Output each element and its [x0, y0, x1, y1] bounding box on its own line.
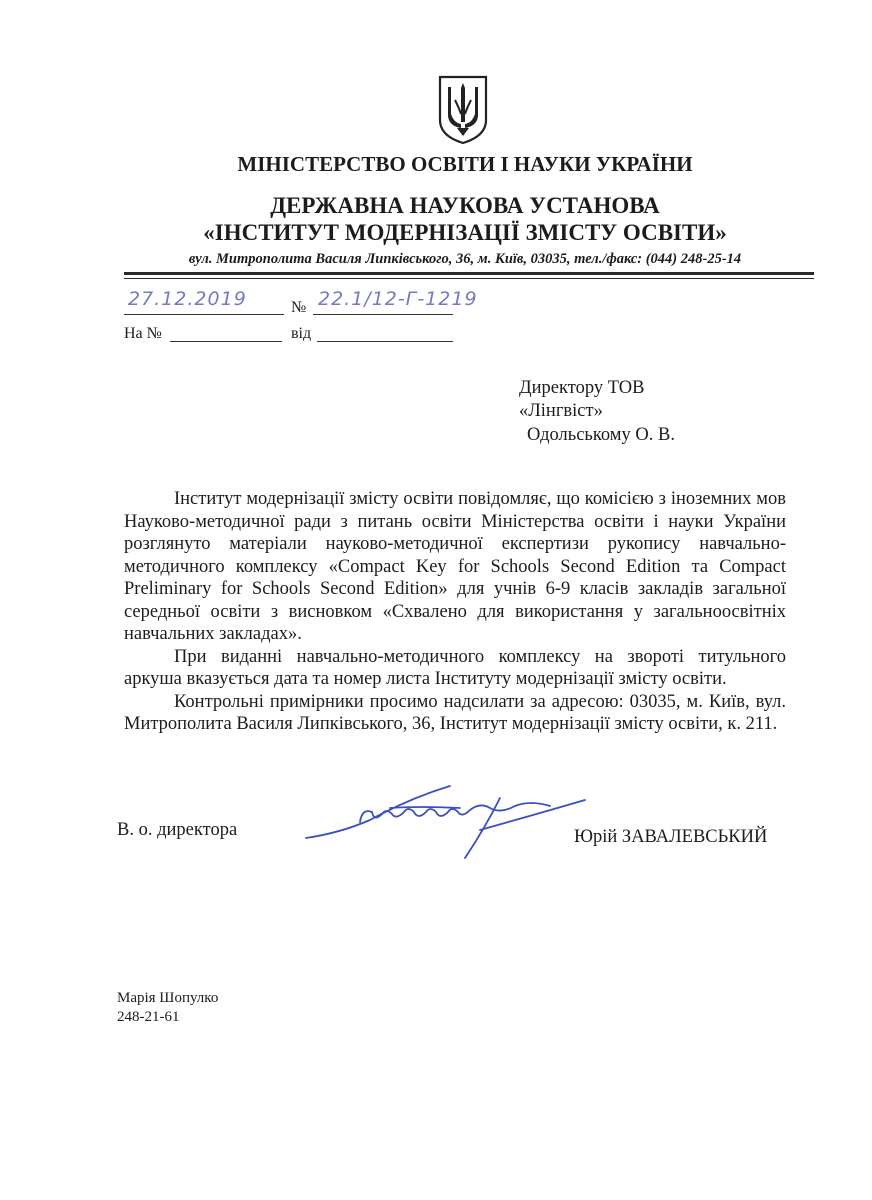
letter-body	[124, 488, 786, 736]
outgoing-number: 22.1/12-Г-1219	[318, 288, 478, 310]
ref-number-underline	[170, 326, 282, 342]
number-label: №	[291, 299, 307, 316]
coat-of-arms-icon	[437, 74, 489, 146]
header-divider-thin	[124, 278, 814, 279]
ref-number-label: На №	[124, 325, 162, 342]
ref-date-underline	[317, 326, 453, 342]
body-paragraph-2: При виданні навчально-методичного комплексу на звороті титульного аркуша вказується дата та номер листа Інституту модернізації змісту освіти.	[124, 646, 786, 689]
institution-title-line1: ДЕРЖАВНА НАУКОВА УСТАНОВА	[270, 193, 660, 218]
signatory-name: Юрій ЗАВАЛЕВСЬКИЙ	[574, 827, 768, 847]
header-divider-thick	[124, 272, 814, 275]
executor-name: Марія Шопулко	[117, 990, 219, 1006]
recipient-line1: Директору ТОВ	[519, 378, 645, 398]
ministry-title: МІНІСТЕРСТВО ОСВІТИ І НАУКИ УКРАЇНИ	[237, 152, 693, 176]
institution-title-line2: «ІНСТИТУТ МОДЕРНІЗАЦІЇ ЗМІСТУ ОСВІТИ»	[203, 220, 727, 245]
outgoing-date: 27.12.2019	[128, 288, 247, 310]
recipient-line3: Одольському О. В.	[527, 425, 675, 445]
institution-address: вул. Митрополита Василя Липківського, 36, м. Київ, 03035, тел./факс: (044) 248-25-14	[188, 251, 742, 267]
ref-date-label: від	[291, 325, 312, 342]
body-paragraph-3: Контрольні примірники просимо надсилати за адресою: 03035, м. Київ, вул. Митрополита Василя Липківського, 36, Інститут модернізації змісту освіти, к. 211.	[124, 691, 786, 734]
executor-phone: 248-21-61	[117, 1009, 180, 1025]
body-paragraph-1: Інститут модернізації змісту освіти повідомляє, що комісією з іноземних мов Науково-методичної ради з питань освіти Міністерства освіти і науки України розглянуто матеріали науково-методичної експертизи рукопису навчально-методичного комплексу «Compact Key for Schools Second Edition та Compact Preliminary for Schools Second Edition» для учнів 6-9 класів закладів загальної середньої освіти з висновком «Схвалено для використання у загальноосвітніх навчальних закладах».	[124, 489, 786, 644]
executor-block	[117, 989, 218, 1027]
recipient-line2: «Лінгвіст»	[519, 401, 603, 421]
signatory-position: В. о. директора	[117, 820, 238, 840]
handwritten-signature	[300, 778, 590, 873]
